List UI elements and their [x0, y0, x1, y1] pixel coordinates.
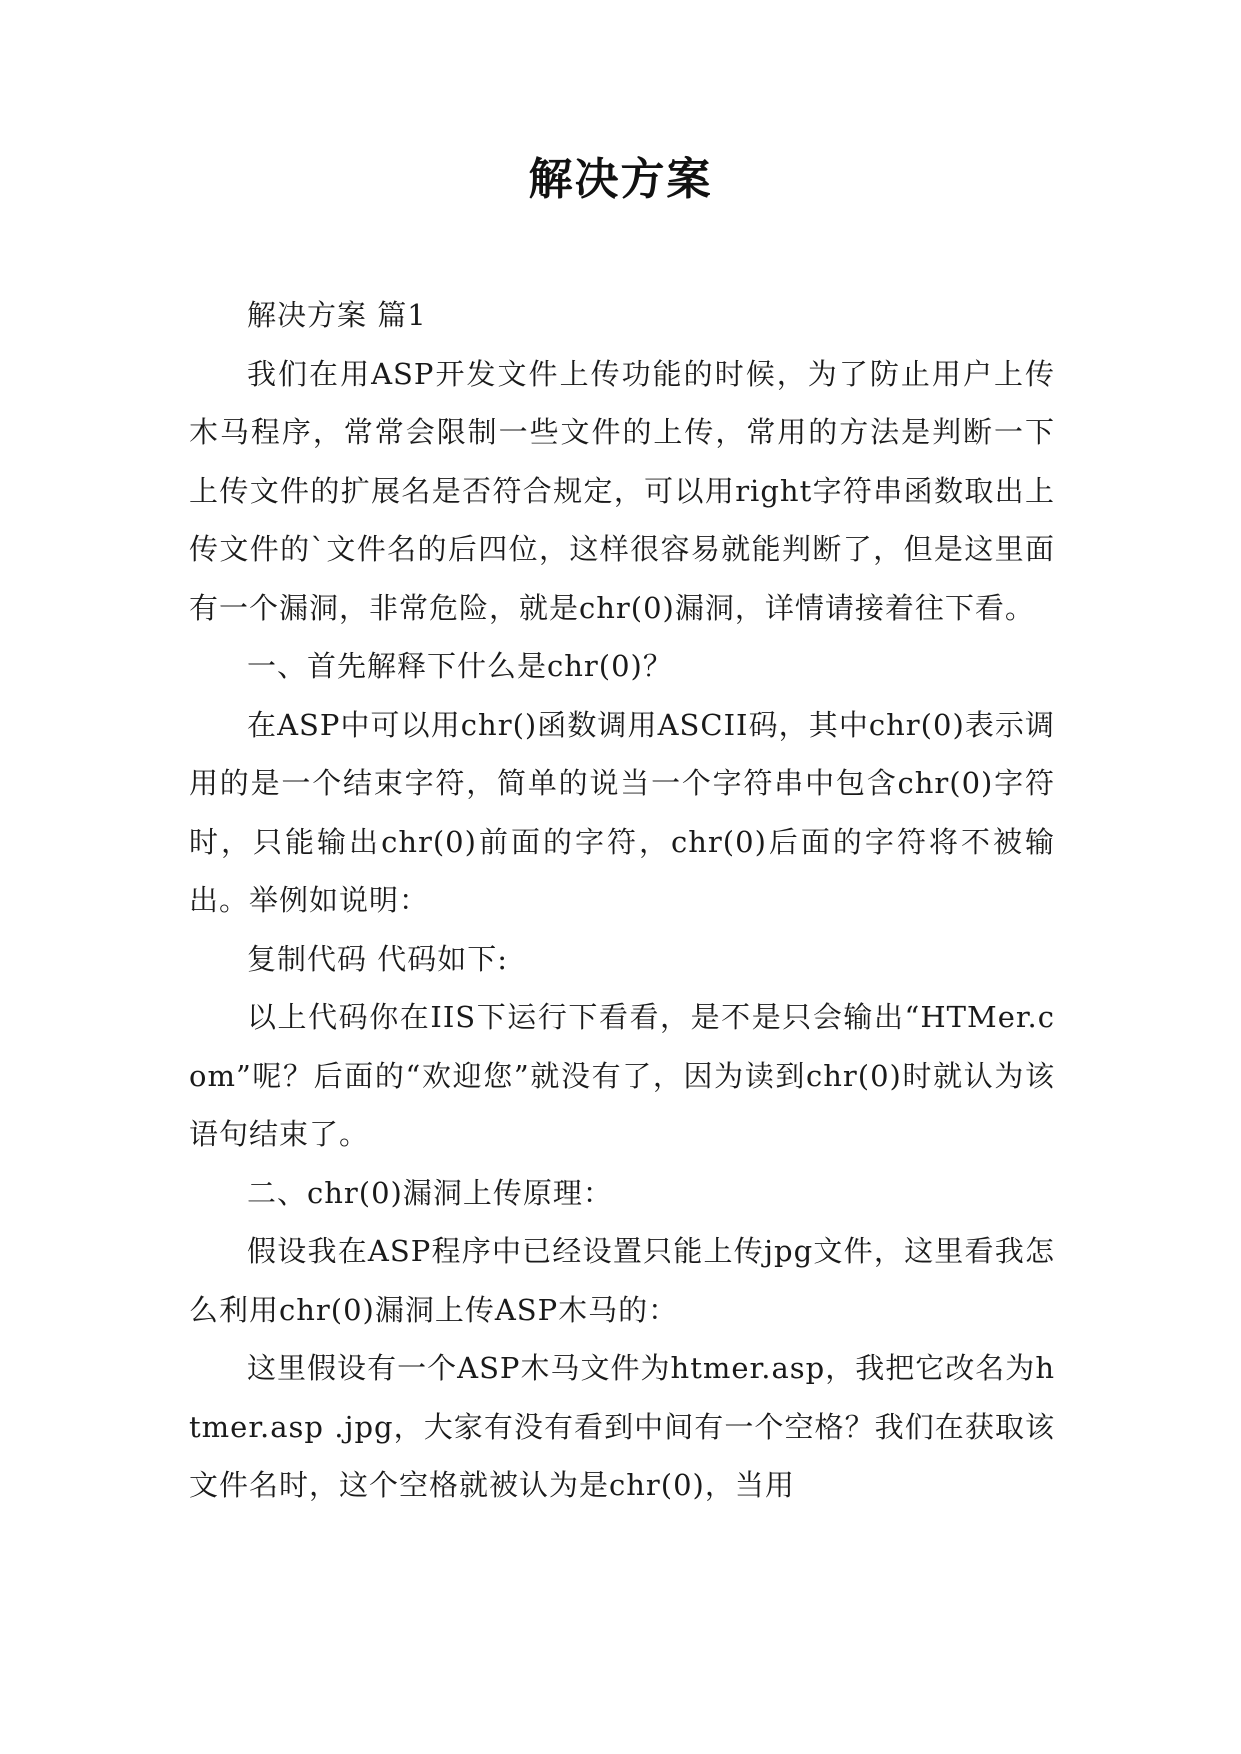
section-heading: 二、chr(0)漏洞上传原理：	[247, 1175, 613, 1210]
section-heading: 解决方案 篇1	[247, 298, 427, 332]
page-title: 解决方案	[528, 154, 713, 205]
document-body	[189, 286, 1055, 1515]
paragraph: 这里假设有一个ASP木马文件为htmer.asp，我把它改名为htmer.asp .jpg，大家有没有看到中间有一个空格？我们在获取该文件名时，这个空格就被认为是chr(0)，当用	[189, 1351, 1055, 1502]
paragraph: 以上代码你在IIS下运行下看看，是不是只会输出“HTMer.com”呢？后面的“欢迎您”就没有了，因为读到chr(0)时就认为该语句结束了。	[189, 1000, 1055, 1151]
code-label: 复制代码 代码如下:	[247, 941, 508, 976]
paragraph: 在ASP中可以用chr()函数调用ASCII码，其中chr(0)表示调用的是一个结束字符，简单的说当一个字符串中包含chr(0)字符时，只能输出chr(0)前面的字符，chr(0)后面的字符将不被输出。举例如说明：	[189, 707, 1055, 917]
paragraph: 我们在用ASP开发文件上传功能的时候，为了防止用户上传木马程序，常常会限制一些文件的上传，常用的方法是判断一下上传文件的扩展名是否符合规定，可以用right字符串函数取出上传文件的`文件名的后四位，这样很容易就能判断了，但是这里面有一个漏洞，非常危险，就是chr(0)漏洞，详情请接着往下看。	[189, 356, 1055, 625]
section-heading: 一、首先解释下什么是chr(0)？	[247, 649, 673, 683]
paragraph: 假设我在ASP程序中已经设置只能上传jpg文件，这里看我怎么利用chr(0)漏洞上传ASP木马的：	[189, 1234, 1055, 1327]
